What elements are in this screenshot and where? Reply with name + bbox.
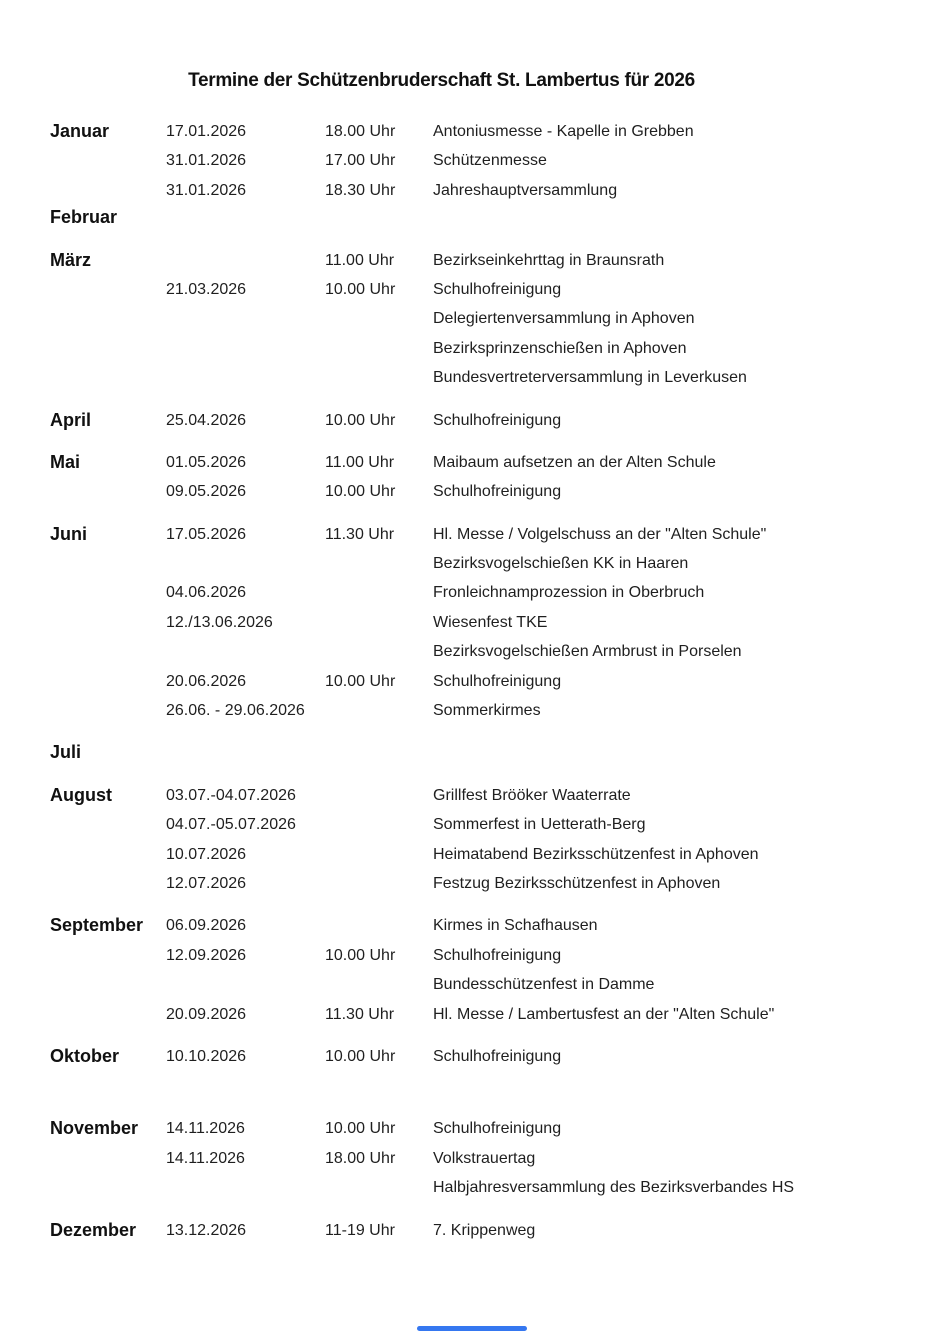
event-row (166, 146, 890, 175)
event-row (166, 275, 890, 304)
event-time (325, 304, 433, 333)
event-row (166, 941, 890, 970)
event-title: Bezirksprinzenschießen in Aphoven (433, 339, 687, 357)
month-group (50, 738, 890, 767)
event-row (166, 246, 890, 275)
event-date: 14.11.2026 (166, 1120, 245, 1138)
event-time: 18.00 Uhr (325, 1149, 396, 1167)
month-group (50, 203, 890, 232)
event-title: Sommerkirmes (433, 702, 541, 720)
event-date: 31.01.2026 (166, 181, 247, 199)
event-title: Bezirkseinkehrttag in Braunsrath (433, 251, 665, 269)
event-title: Bezirksvogelschießen KK in Haaren (433, 555, 689, 573)
event-time (325, 578, 433, 607)
month-label: Juli (50, 742, 82, 763)
event-row (166, 911, 890, 940)
event-time (325, 608, 433, 637)
event-time: 10.00 Uhr (325, 411, 396, 429)
month-group (50, 911, 890, 1029)
event-title: 7. Krippenweg (433, 1221, 536, 1239)
month-label: April (50, 409, 92, 430)
event-title (433, 203, 890, 232)
event-title: Bezirksvogelschießen Armbrust in Porselen (433, 643, 742, 661)
event-date: 17.05.2026 (166, 525, 247, 543)
event-row (166, 781, 890, 810)
event-time (325, 363, 433, 392)
event-row (166, 448, 890, 477)
event-row (166, 869, 890, 898)
event-row (166, 840, 890, 869)
event-time: 10.00 Uhr (325, 946, 396, 964)
event-time: 18.30 Uhr (325, 181, 396, 199)
event-date: 13.12.2026 (166, 1221, 247, 1239)
event-date (166, 304, 325, 333)
month-group (50, 406, 890, 435)
event-row (166, 304, 890, 333)
event-title: Hl. Messe / Lambertusfest an der "Alten Schule" (433, 1005, 775, 1023)
event-title: Schulhofreinigung (433, 483, 562, 501)
event-title: Antoniusmesse - Kapelle in Grebben (433, 123, 694, 140)
event-date: 09.05.2026 (166, 483, 247, 501)
month-group (50, 448, 890, 507)
event-date (166, 970, 325, 999)
event-row (166, 1000, 890, 1029)
event-time: 10.00 Uhr (325, 280, 396, 298)
page-title: Termine der Schützenbruderschaft St. Lambertus für 2026 (188, 70, 695, 91)
event-row (166, 549, 890, 578)
event-time (325, 334, 433, 363)
event-date (166, 738, 325, 767)
event-date (166, 203, 325, 232)
event-date: 21.03.2026 (166, 280, 247, 298)
event-row (166, 117, 890, 146)
event-date (166, 334, 325, 363)
event-title: Schulhofreinigung (433, 672, 562, 690)
event-title: Schulhofreinigung (433, 946, 562, 964)
event-title: Bundesschützenfest in Damme (433, 976, 655, 994)
event-title: Schulhofreinigung (433, 280, 562, 298)
event-row (166, 203, 890, 232)
event-date: 26.06. - 29.06.2026 (166, 702, 305, 720)
event-time (325, 911, 433, 940)
event-title: Maibaum aufsetzen an der Alten Schule (433, 453, 716, 471)
month-group (50, 117, 890, 205)
month-group (50, 781, 890, 899)
event-time (325, 840, 433, 869)
event-date (166, 549, 325, 578)
event-title: Hl. Messe / Volgelschuss an der "Alten Schule" (433, 525, 767, 543)
event-date: 31.01.2026 (166, 152, 247, 170)
event-title: Grillfest Brööker Waaterrate (433, 786, 631, 804)
event-date: 12.09.2026 (166, 946, 247, 964)
event-row (166, 1173, 890, 1202)
event-time (325, 738, 433, 767)
event-row (166, 1114, 890, 1143)
event-date: 17.01.2026 (166, 123, 247, 140)
event-row (166, 520, 890, 549)
event-title: Schulhofreinigung (433, 1120, 562, 1138)
home-indicator-bar (417, 1326, 527, 1331)
event-title (433, 738, 890, 767)
event-date (166, 363, 325, 392)
event-date (166, 637, 325, 666)
event-time (325, 696, 433, 725)
event-row (166, 477, 890, 506)
event-date: 10.07.2026 (166, 845, 247, 863)
event-title: Wiesenfest TKE (433, 613, 548, 631)
event-time: 11.30 Uhr (325, 525, 395, 543)
month-label: Mai (50, 451, 81, 472)
event-row (166, 637, 890, 666)
event-time: 10.00 Uhr (325, 1047, 396, 1065)
month-label: März (50, 249, 92, 270)
event-title: Jahreshauptversammlung (433, 181, 618, 199)
event-date: 12.07.2026 (166, 874, 247, 892)
event-date: 20.09.2026 (166, 1005, 247, 1023)
event-title: Fronleichnamprozession in Oberbruch (433, 584, 705, 602)
event-date: 12./13.06.2026 (166, 613, 273, 631)
event-row (166, 1042, 890, 1071)
event-time (325, 203, 433, 232)
event-title: Volkstrauertag (433, 1149, 536, 1167)
event-title: Schulhofreinigung (433, 1047, 562, 1065)
event-title: Delegiertenversammlung in Aphoven (433, 310, 695, 328)
event-time (325, 637, 433, 666)
event-time: 11.00 Uhr (325, 251, 395, 269)
event-date: 06.09.2026 (166, 917, 247, 935)
event-time: 11.00 Uhr (325, 453, 395, 471)
event-time: 10.00 Uhr (325, 1120, 396, 1138)
event-row (166, 810, 890, 839)
month-group (50, 1114, 890, 1202)
event-row (166, 1144, 890, 1173)
event-date (166, 1173, 325, 1202)
event-title: Festzug Bezirksschützenfest in Aphoven (433, 874, 721, 892)
schedule-table (50, 117, 890, 1245)
event-title: Kirmes in Schafhausen (433, 917, 598, 935)
event-row (166, 970, 890, 999)
event-time: 10.00 Uhr (325, 672, 396, 690)
event-date: 04.06.2026 (166, 584, 247, 602)
event-row (166, 176, 890, 205)
event-row (166, 578, 890, 607)
event-row (166, 334, 890, 363)
month-label: Dezember (50, 1219, 137, 1240)
event-date: 10.10.2026 (166, 1047, 247, 1065)
event-time: 17.00 Uhr (325, 152, 396, 170)
event-date: 25.04.2026 (166, 411, 247, 429)
event-title: Heimatabend Bezirksschützenfest in Aphoven (433, 845, 759, 863)
event-time (325, 869, 433, 898)
event-row (166, 406, 890, 435)
event-row (166, 738, 890, 767)
event-date: 04.07.-05.07.2026 (166, 816, 296, 834)
event-time (325, 970, 433, 999)
event-row (166, 363, 890, 392)
event-time: 11-19 Uhr (325, 1221, 395, 1239)
event-date (166, 246, 325, 275)
month-group (50, 1216, 890, 1245)
event-time (325, 549, 433, 578)
event-row (166, 1216, 890, 1245)
event-title: Halbjahresversammlung des Bezirksverbandes HS (433, 1179, 795, 1197)
event-date: 01.05.2026 (166, 453, 247, 471)
month-label: Juni (50, 523, 88, 544)
event-title: Sommerfest in Uetterath-Berg (433, 816, 646, 834)
event-row (166, 667, 890, 696)
event-time (325, 810, 433, 839)
month-label: Januar (50, 121, 110, 141)
month-label: Oktober (50, 1045, 120, 1066)
month-label: November (50, 1118, 139, 1139)
event-date: 20.06.2026 (166, 672, 247, 690)
event-time (325, 781, 433, 810)
month-label: August (50, 784, 112, 805)
event-time: 11.30 Uhr (325, 1005, 395, 1023)
month-label: Februar (50, 207, 118, 228)
event-row (166, 696, 890, 725)
event-date: 03.07.-04.07.2026 (166, 786, 296, 804)
month-group (50, 246, 890, 393)
event-title: Schützenmesse (433, 152, 547, 170)
event-row (166, 608, 890, 637)
event-title: Schulhofreinigung (433, 411, 562, 429)
event-date: 14.11.2026 (166, 1149, 245, 1167)
event-time (325, 1173, 433, 1202)
month-group (50, 520, 890, 726)
event-time: 18.00 Uhr (325, 123, 396, 140)
month-group (50, 1042, 890, 1071)
event-title: Bundesvertreterversammlung in Leverkusen (433, 369, 747, 387)
month-label: September (50, 915, 144, 936)
event-time: 10.00 Uhr (325, 483, 396, 501)
